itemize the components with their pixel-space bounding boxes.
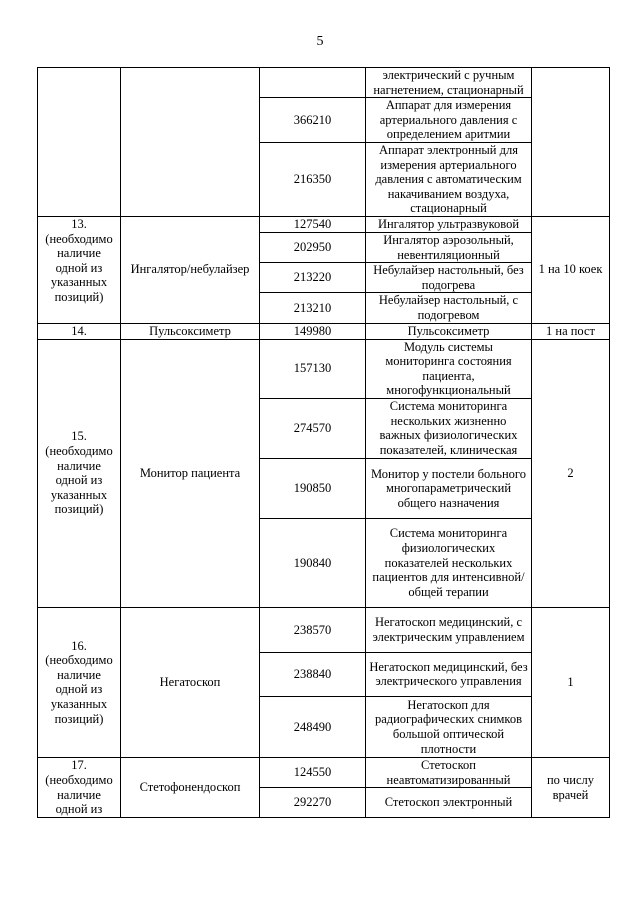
description-cell: Система мониторинга нескольких жизненно важных физиологических показателей, клиническая <box>366 398 532 458</box>
code-cell: 238840 <box>260 652 366 696</box>
description-cell: Монитор у постели больного многопараметрический общего назначения <box>366 458 532 518</box>
description-cell: Негатоскоп медицинский, без электрического управления <box>366 652 532 696</box>
description-cell: Небулайзер настольный, без подогрева <box>366 263 532 293</box>
item-name-cell: Монитор пациента <box>121 339 260 607</box>
code-cell: 124550 <box>260 757 366 787</box>
item-number-cell: 15. (необходимо наличие одной из указанных позиций) <box>38 339 121 607</box>
description-cell: Аппарат электронный для измерения артериального давления с автоматическим накачиванием воздуха, стационарный <box>366 142 532 216</box>
description-cell: Стетоскоп электронный <box>366 788 532 818</box>
code-cell: 202950 <box>260 232 366 262</box>
page-number: 5 <box>316 34 324 49</box>
code-cell: 157130 <box>260 339 366 398</box>
item-name-cell <box>121 68 260 217</box>
table-row <box>38 323 610 339</box>
quantity-cell: 1 на 10 коек <box>532 216 610 323</box>
code-cell: 213220 <box>260 263 366 293</box>
item-number-cell <box>38 68 121 217</box>
quantity-cell: 2 <box>532 339 610 607</box>
table-row <box>38 607 610 652</box>
item-number-cell: 16. (необходимо наличие одной из указанных позиций) <box>38 607 121 757</box>
description-cell: Ингалятор аэрозольный, невентиляционный <box>366 232 532 262</box>
code-cell: 216350 <box>260 142 366 216</box>
description-cell: Стетоскоп неавтоматизированный <box>366 757 532 787</box>
equipment-table <box>37 67 610 818</box>
table-row <box>38 757 610 787</box>
quantity-cell: 1 на пост <box>532 323 610 339</box>
code-cell: 366210 <box>260 98 366 143</box>
description-cell: Небулайзер настольный, с подогревом <box>366 293 532 323</box>
item-number-cell: 14. <box>38 323 121 339</box>
quantity-cell: 1 <box>532 607 610 757</box>
description-cell: Негатоскоп для радиографических снимков большой оптической плотности <box>366 696 532 757</box>
description-cell: Пульсоксиметр <box>366 323 532 339</box>
description-cell: электрический с ручным нагнетением, стационарный <box>366 68 532 98</box>
code-cell <box>260 68 366 98</box>
item-name-cell: Стетофонендоскоп <box>121 757 260 817</box>
quantity-cell: по числу врачей <box>532 757 610 817</box>
item-name-cell: Пульсоксиметр <box>121 323 260 339</box>
item-number-cell: 13. (необходимо наличие одной из указанных позиций) <box>38 216 121 323</box>
code-cell: 149980 <box>260 323 366 339</box>
table-row <box>38 216 610 232</box>
code-cell: 213210 <box>260 293 366 323</box>
code-cell: 190840 <box>260 518 366 607</box>
item-number-cell: 17. (необходимо наличие одной из <box>38 757 121 817</box>
item-name-cell: Ингалятор/небулайзер <box>121 216 260 323</box>
description-cell: Аппарат для измерения артериального давления с определением аритмии <box>366 98 532 143</box>
description-cell: Ингалятор ультразвуковой <box>366 216 532 232</box>
description-cell: Негатоскоп медицинский, с электрическим управлением <box>366 607 532 652</box>
description-cell: Система мониторинга физиологических показателей нескольких пациентов для интенсивной/общей терапии <box>366 518 532 607</box>
code-cell: 238570 <box>260 607 366 652</box>
item-name-cell: Негатоскоп <box>121 607 260 757</box>
table-row <box>38 68 610 98</box>
table-row <box>38 339 610 398</box>
description-cell: Модуль системы мониторинга состояния пациента, многофункциональный <box>366 339 532 398</box>
code-cell: 292270 <box>260 788 366 818</box>
code-cell: 127540 <box>260 216 366 232</box>
quantity-cell <box>532 68 610 217</box>
code-cell: 248490 <box>260 696 366 757</box>
code-cell: 274570 <box>260 398 366 458</box>
code-cell: 190850 <box>260 458 366 518</box>
